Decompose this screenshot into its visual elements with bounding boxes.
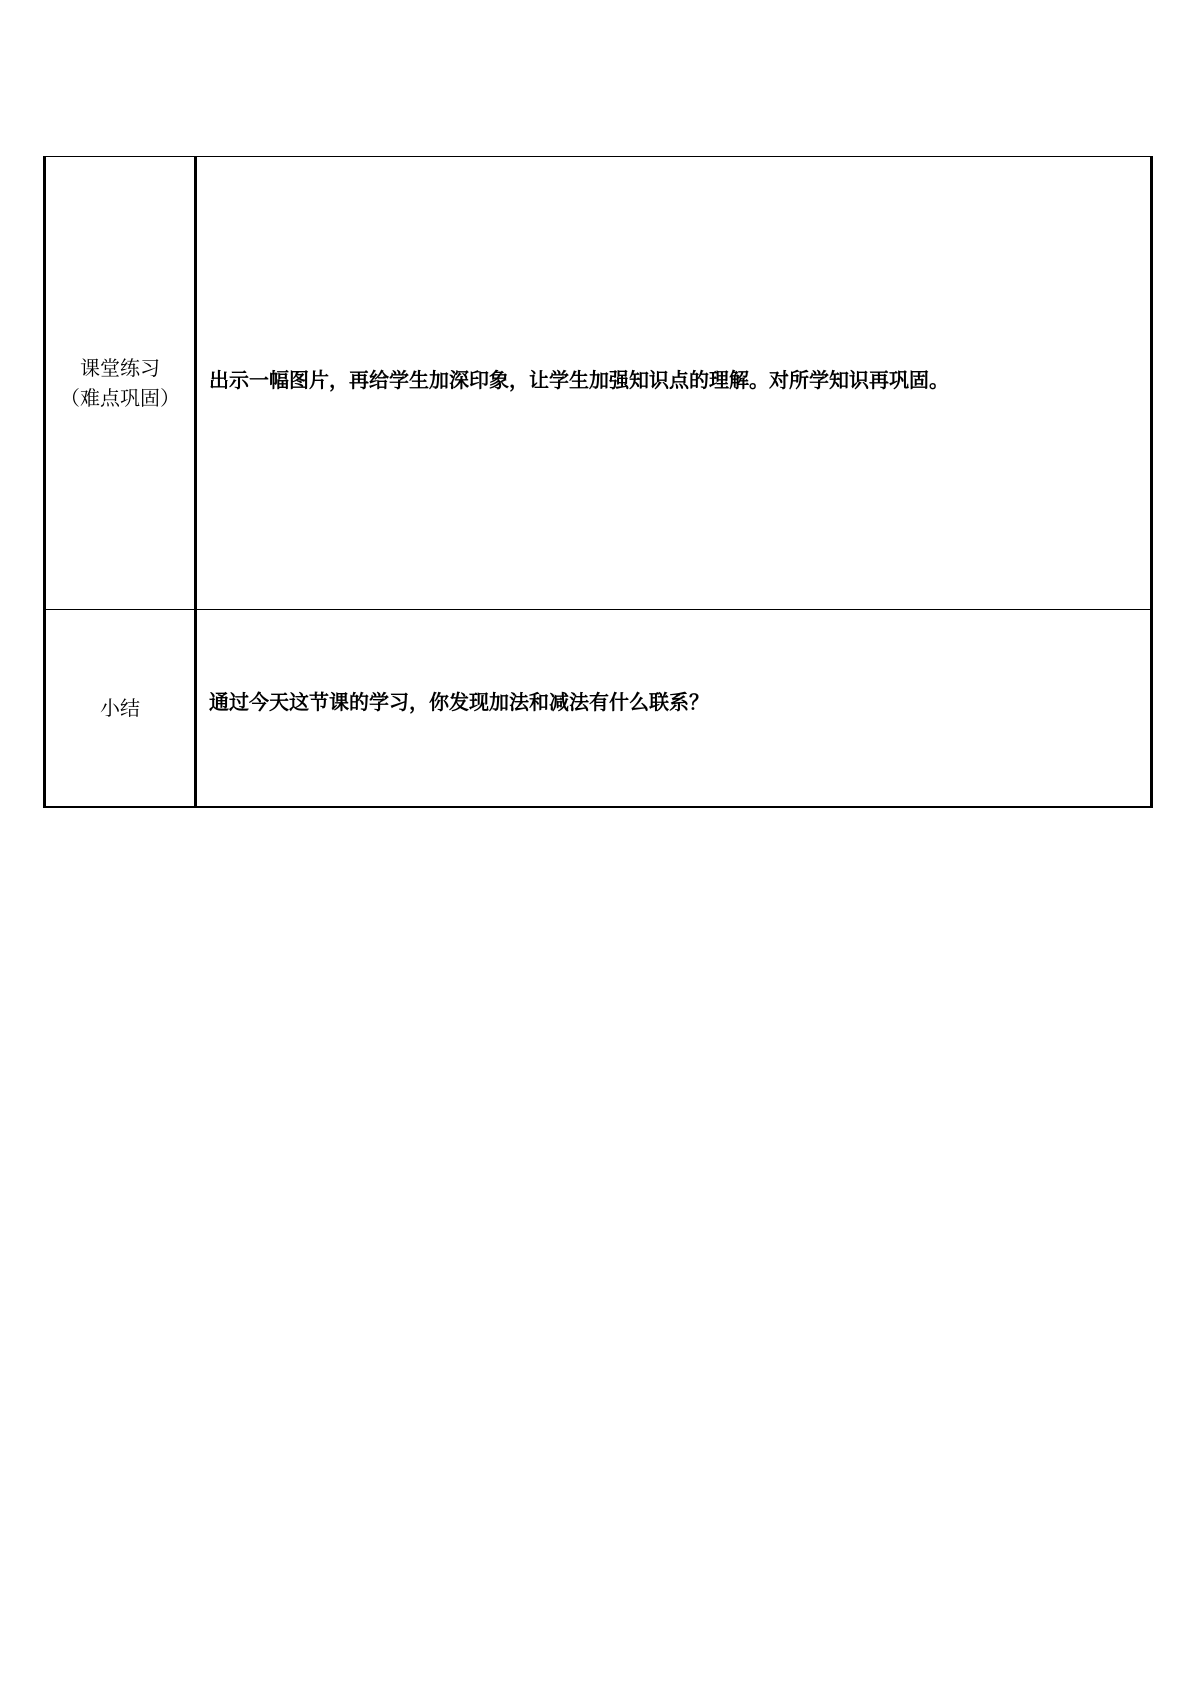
table-row-summary xyxy=(45,610,1152,808)
row-content-text: 出示一幅图片，再给学生加深印象，让学生加强知识点的理解。对所学知识再巩固。 xyxy=(209,368,949,392)
row-content-practice xyxy=(196,157,1152,610)
row-label-practice xyxy=(45,157,196,610)
row-label-subtext: （难点巩固） xyxy=(60,386,180,410)
lesson-plan-table xyxy=(43,156,1153,808)
row-label-summary xyxy=(45,610,196,808)
table-row-practice xyxy=(45,157,1152,610)
row-label-text: 小结 xyxy=(100,696,140,720)
row-content-text: 通过今天这节课的学习，你发现加法和减法有什么联系？ xyxy=(209,690,709,714)
row-label-text: 课堂练习 xyxy=(80,356,160,380)
row-content-summary xyxy=(196,610,1152,808)
